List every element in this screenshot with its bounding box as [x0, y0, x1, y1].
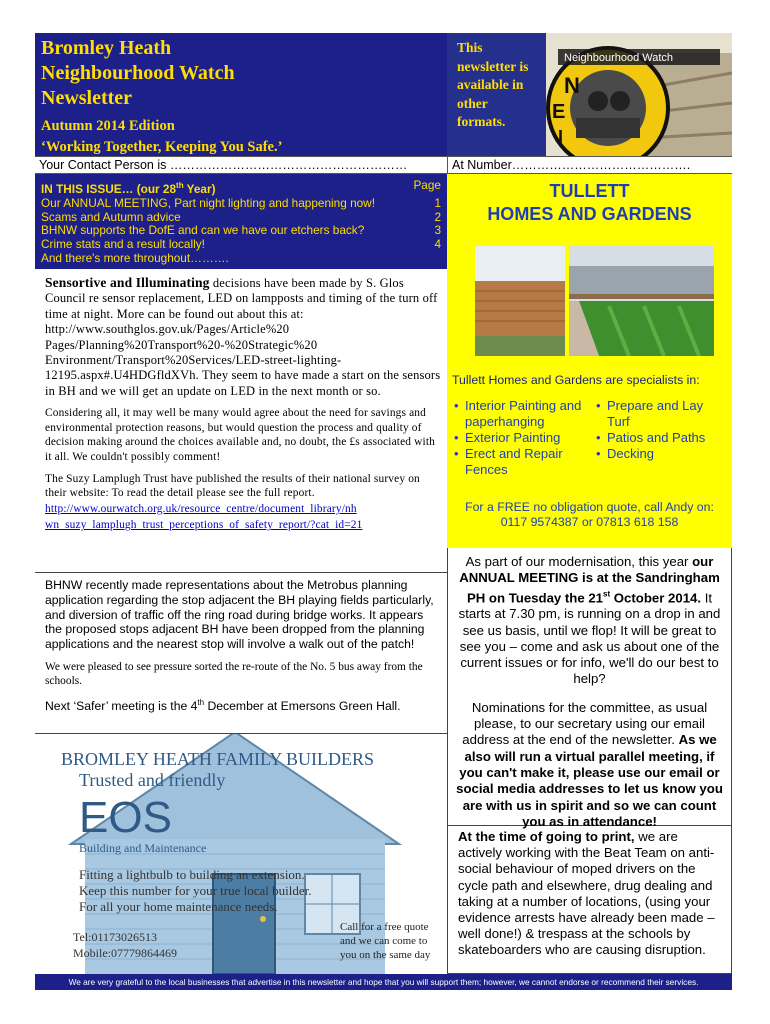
issue-item: [41, 197, 441, 211]
issue-item: [41, 238, 441, 252]
issue-item-page: 2: [434, 209, 441, 224]
annual-date: October 2014.: [610, 589, 702, 605]
issue-heading-text: IN THIS ISSUE… (our 28: [41, 181, 177, 196]
issue-item-text: Scams and Autumn advice: [41, 209, 181, 224]
service-item: • Decking: [595, 446, 725, 462]
service-item: • Patios and Paths: [595, 430, 725, 446]
builders-call-line-2: and we can come to: [340, 935, 428, 947]
issue-heading-sup: th: [176, 181, 184, 190]
service-item: • Erect and Repair Fences: [453, 446, 588, 478]
issue-item-page: [421, 252, 441, 266]
issue-item-page: 1: [434, 195, 441, 210]
issue-item-text: Our ANNUAL MEETING, Part night lighting and happening now!: [41, 195, 375, 210]
builders-tel: Tel:01173026513: [73, 930, 158, 944]
safer-meeting-text: Next ‘Safer’ meeting is the 4: [45, 699, 198, 714]
svg-text:E: E: [552, 101, 566, 123]
disclaimer-footer: We are very grateful to the local businesses that advertise in this newsletter and hope that you will support them; however, we cannot endorse or recommend their services.: [35, 974, 732, 990]
in-this-issue-heading: [41, 179, 441, 197]
tullett-phone: 0117 9574387 or 07813 618 158: [500, 515, 679, 529]
annual-sup: st: [603, 589, 611, 599]
neighbourhood-watch-logo: [546, 33, 732, 156]
contact-person-line: Your Contact Person is …………………………………………………: [35, 156, 447, 174]
tullett-ad: [447, 174, 732, 548]
tullett-title-line-1: TULLETT: [549, 181, 630, 201]
builders-subheading: Trusted and friendly: [79, 770, 226, 790]
nominations-text: Nominations for the committee, as usual please, to our secretary using our email address at the end of the newsletter.: [462, 699, 708, 748]
service-item: • Prepare and Lay Turf: [595, 398, 725, 430]
logo-text: Neighbourhood Watch: [564, 52, 674, 64]
masthead: [35, 33, 447, 156]
issue-item: [41, 224, 441, 238]
service-item: • Exterior Painting: [453, 430, 588, 446]
beat-team-body: we are actively working with the Beat Team on anti-social behaviour of moped drivers on the cycle path and elsewhere, drug dealing and taking at a number of locations, (using your evidence arrests have already been made – well done!) & trespass at the schools by skateboarders who are causing disruption.: [458, 829, 715, 958]
beat-team-article: [447, 826, 732, 974]
formats-note: This newsletter is available in other formats.: [447, 33, 546, 156]
issue-item-page: 3: [434, 223, 441, 238]
in-this-issue-box: [35, 174, 447, 269]
edition-label: Autumn 2014 Edition: [41, 118, 175, 134]
newsletter-title-line-2: Neighbourhood Watch: [41, 62, 235, 84]
lighting-body: decisions have been made by S. Glos Council re sensor replacement, LED on lampposts and timing of the turn off time at night. More can be found out about this at: http://www.southglos.gov.uk/Pages/Article%20 Pages/Planning%20Transport%20-%20Strategic%20 Environment/Transport%20Services/LED-street-lighting-12195.aspx#.U4HDGfldXVh. They seem to have made a start on the sensors in BH and we will get an update on LED in the next month or so.: [45, 276, 441, 398]
lighting-paragraph: [45, 275, 441, 399]
builders-call-line-1: Call for a free quote: [340, 921, 429, 933]
tullett-services-right: [595, 398, 725, 462]
beat-team-lead: At the time of going to print,: [458, 829, 635, 844]
service-item: • Interior Painting and paperhanging: [453, 398, 588, 430]
tullett-services-left: [453, 398, 588, 478]
issue-item: [41, 211, 441, 225]
fence-photo: [475, 246, 565, 356]
issue-item-page: 4: [434, 237, 441, 252]
suzy-lamplugh-paragraph: The Suzy Lamplugh Trust have published the results of their national survey on their website: To read the detail please see the full report.: [45, 472, 420, 500]
issue-item-text: BHNW supports the DofE and can we have our etchers back?: [41, 223, 365, 238]
svg-text:I: I: [558, 127, 564, 147]
tullett-quote: [447, 500, 732, 530]
issue-item: [41, 252, 441, 266]
safer-meeting-sup: th: [197, 697, 205, 707]
metrobus-paragraph: BHNW recently made representations about the Metrobus planning application regarding the stop adjacent the BH playing fields particularly, and diversion of traffic off the ring road during bridge works. It appears the proposed stops adjacent BH have been dropped from the planning applications and the nearest stop will involve a walk out of the patch!: [45, 578, 434, 652]
safer-meeting-paragraph: [45, 696, 441, 714]
newsletter-title-line-3: Newsletter: [41, 87, 133, 109]
survey-report-link[interactable]: http://www.ourwatch.org.uk/resource_centre/document_library/nh wn_suzy_lamplugh_trust_perceptions_of_safety_report/?cat_id=21: [45, 502, 363, 532]
builders-heading: BROMLEY HEATH FAMILY BUILDERS: [61, 749, 375, 769]
lighting-lead: Sensortive and Illuminating: [45, 275, 210, 290]
annual-meeting-paragraph: [454, 554, 725, 688]
lighting-paragraph-2: Considering all, it may well be many would agree about the need for savings and environmental protection reasons, but would question the process and quality of decision making around the choices available and, no doubt, the £s associated with it all. We couldn't possibly comment!: [45, 407, 435, 464]
tullett-intro: Tullett Homes and Gardens are specialists in:: [452, 373, 700, 387]
annual-bold: our ANNUAL MEETING is at the Sandringham PH on Tuesday the 21: [459, 554, 720, 605]
builders-brand: EOS: [79, 793, 172, 842]
annual-details: It starts at 7.30 pm, is running on a drop in and see us basis, until we flop! It will be great to see you – come and ask us about one of the current issues or for info, we'll do our best to help?: [458, 589, 721, 687]
builders-line-3: For all your home maintenance needs.: [79, 899, 278, 914]
virtual-meeting-text: As we also will run a virtual parallel meeting, if you can't make it, please use our email or social media addresses to let us know you are with us in spirit and so we can count you as in attendance!: [456, 732, 723, 829]
tagline: ‘Working Together, Keeping You Safe.’: [41, 139, 283, 155]
issue-item-text: And there's more throughout……….: [41, 250, 229, 265]
tullett-title-line-2: HOMES AND GARDENS: [487, 204, 692, 224]
builders-line-1: Fitting a lightbulb to building an extension.: [79, 867, 305, 882]
builders-line-2: Keep this number for your true local builder.: [79, 883, 312, 898]
builders-mobile: Mobile:07779864469: [73, 946, 177, 960]
nominations-paragraph: [454, 700, 725, 830]
metrobus-article: [35, 572, 447, 734]
street-lighting-article: [35, 269, 447, 572]
safer-meeting-text-end: December at Emersons Green Hall.: [204, 699, 401, 714]
svg-text:N: N: [564, 73, 580, 98]
annual-meeting-article: [447, 548, 732, 829]
family-builders-ad: [35, 734, 447, 974]
issue-heading-end: Year): [183, 181, 216, 196]
annual-text: As part of our modernisation, this year: [465, 554, 693, 569]
issue-item-text: Crime stats and a result locally!: [41, 237, 205, 252]
newsletter-title-line-1: Bromley Heath: [41, 37, 172, 59]
contact-number-line: At Number…………………………………….: [447, 156, 732, 174]
page-column-label: Page: [413, 178, 441, 192]
lawn-photo: [569, 246, 714, 356]
tullett-quote-line-1: For a FREE no obligation quote, call Andy on:: [465, 500, 714, 514]
builders-call-line-3: you on the same day: [340, 949, 431, 961]
bus-reroute-paragraph: We were pleased to see pressure sorted the re-route of the No. 5 bus away from the schools.: [45, 660, 423, 687]
builders-brand-sub: Building and Maintenance: [79, 841, 207, 855]
